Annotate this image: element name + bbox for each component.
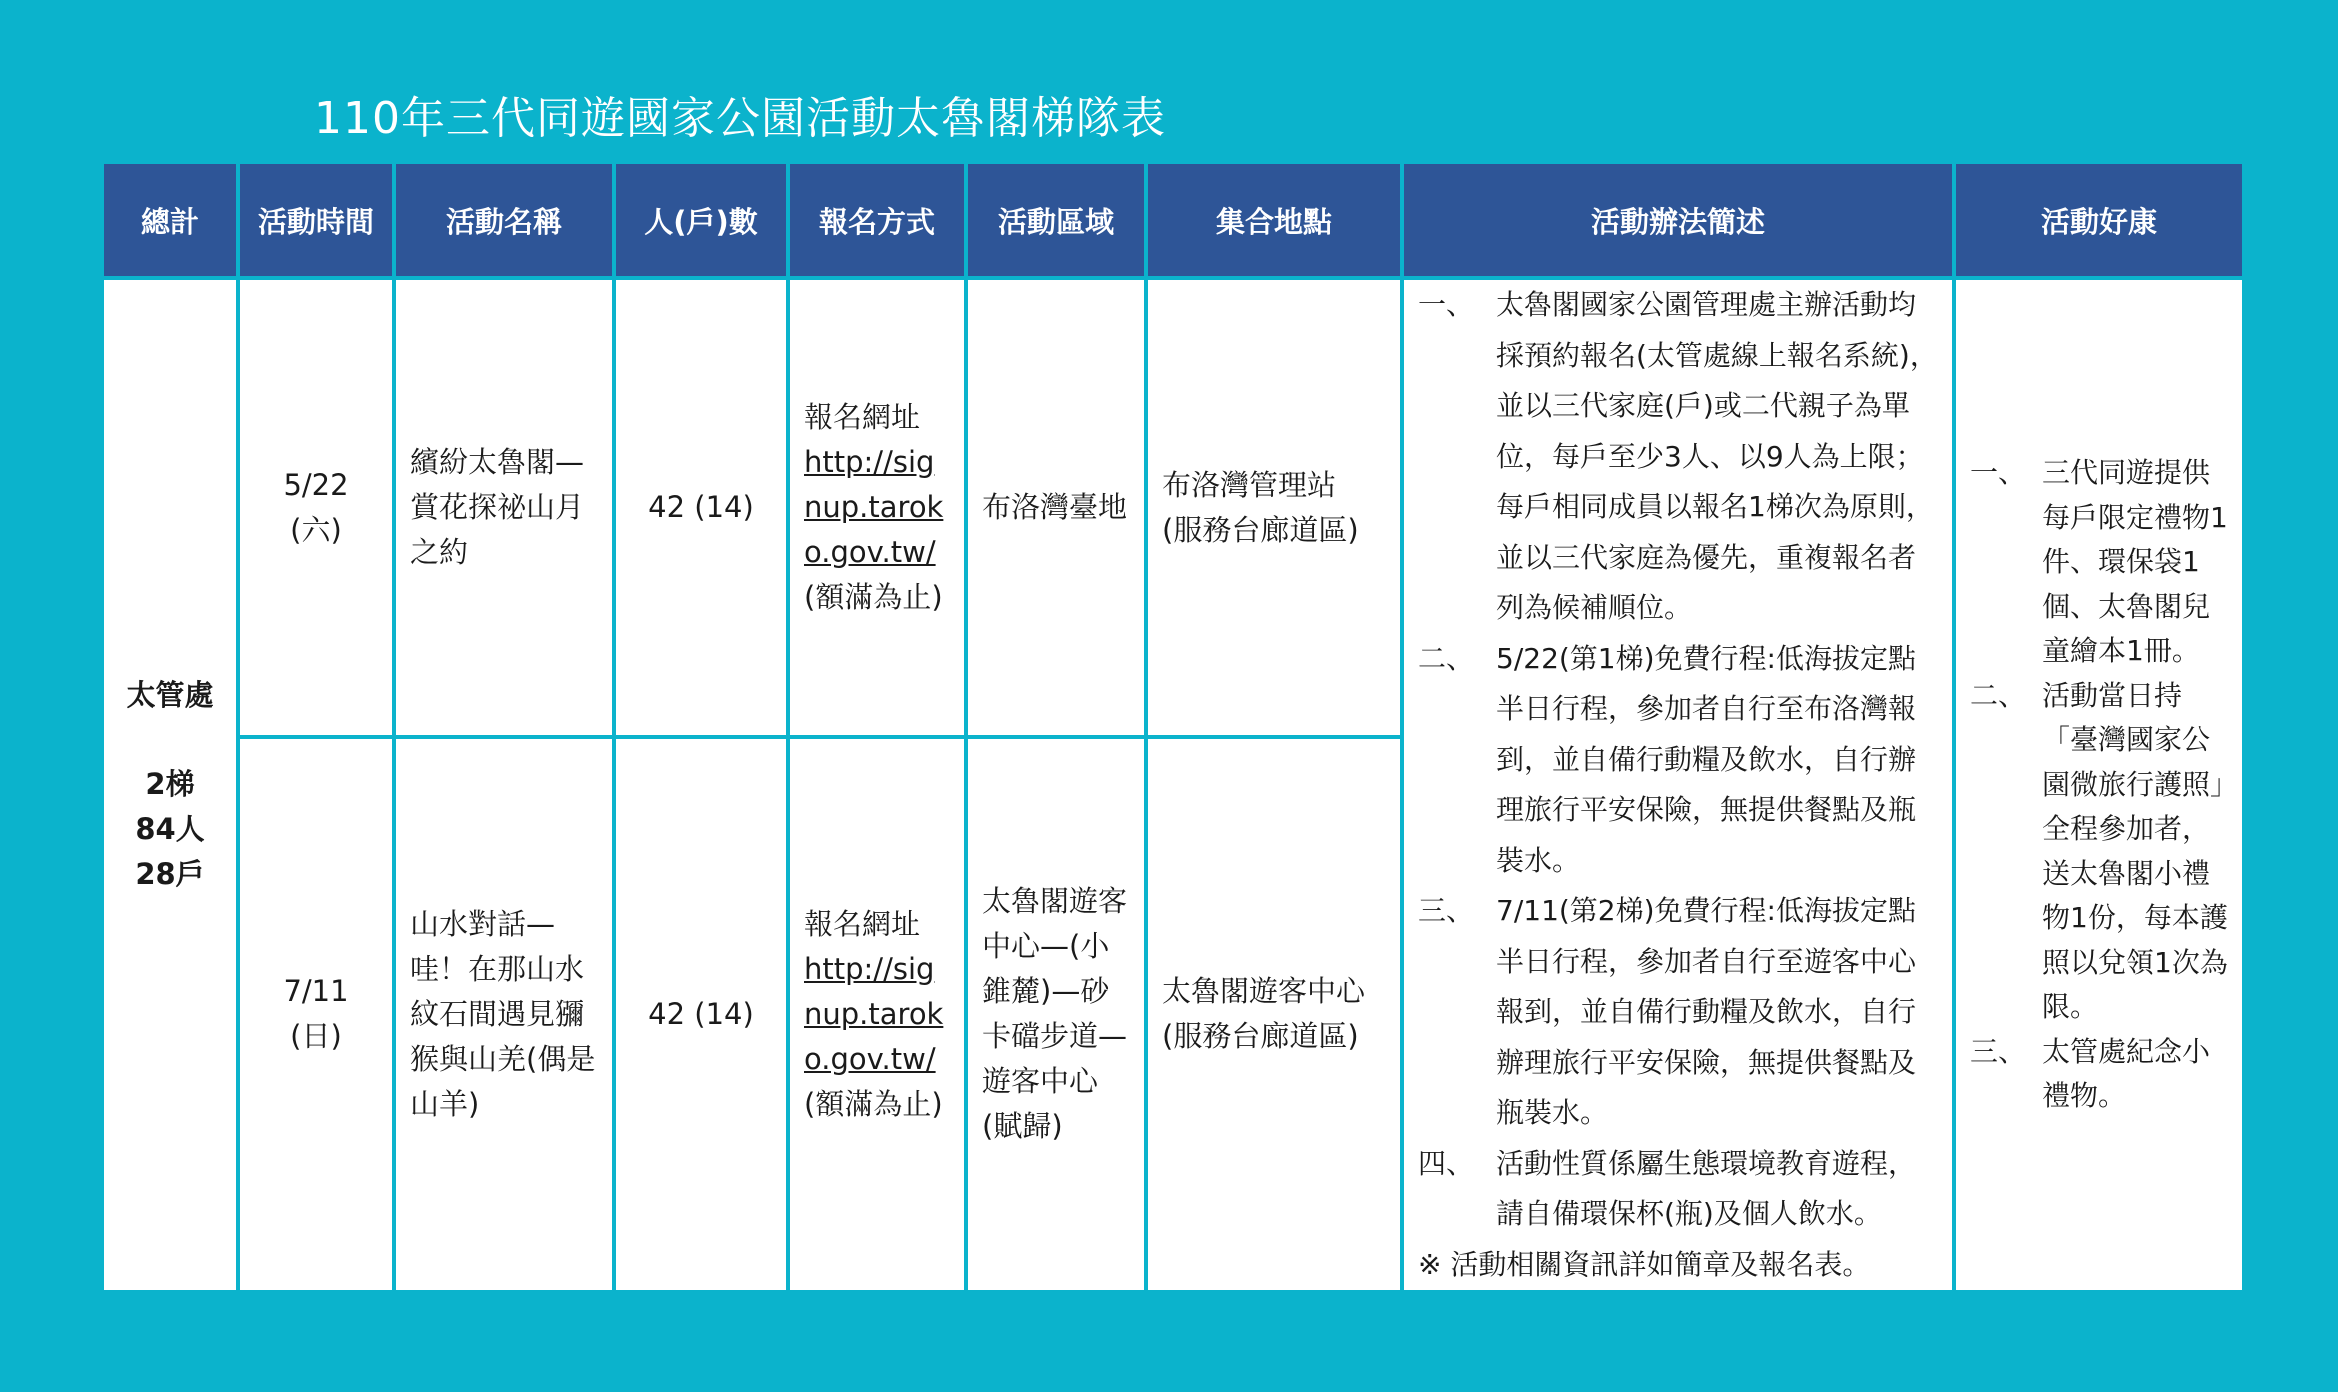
signup-link[interactable]: http://signup.taroko.gov.tw/	[804, 445, 944, 569]
schedule-table	[100, 160, 2246, 1294]
perk-number: 一、	[1970, 456, 2027, 489]
perk-text: 活動當日持「臺灣國家公園微旅行護照」全程參加者，送太魯閣小禮物1份，每本護照以兌領1次為限。	[2042, 678, 2228, 1023]
perk-item	[1970, 674, 2228, 1030]
header-perks: 活動好康	[1954, 162, 2244, 278]
perk-item	[1970, 1030, 2228, 1119]
rule-text: 5/22(第1梯)免費行程:低海拔定點半日行程，參加者自行至布洛灣報到，並自備行動糧及飲水，自行辦理旅行平安保險，無提供餐點及瓶裝水。	[1496, 641, 1917, 877]
rule-item	[1418, 886, 1938, 1139]
header-signup: 報名方式	[788, 162, 966, 278]
rule-number: 一、	[1418, 288, 1475, 321]
signup-link[interactable]: http://signup.taroko.gov.tw/	[804, 951, 944, 1076]
meet-detail: (服務台廊道區)	[1162, 512, 1359, 547]
rule-number: 三、	[1418, 894, 1475, 927]
row1-signup	[788, 278, 966, 737]
header-time: 活動時間	[238, 162, 394, 278]
row2-meet	[1146, 737, 1402, 1292]
row2-name: 山水對話—哇！在那山水紋石間遇見獼猴與山羌(偶是山羊)	[394, 737, 614, 1292]
signup-note: (額滿為止)	[804, 580, 943, 614]
meet-detail: (服務台廊道區)	[1162, 1019, 1359, 1054]
row2-date: 7/11 (日)	[238, 737, 394, 1292]
header-row	[102, 162, 2244, 278]
rules-cell	[1402, 278, 1954, 1292]
rule-item	[1418, 280, 1938, 634]
perk-item	[1970, 451, 2228, 674]
meet-place: 布洛灣管理站	[1162, 467, 1337, 502]
meet-place: 太魯閣遊客中心	[1162, 974, 1366, 1009]
header-count: 人(戶)數	[614, 162, 788, 278]
perk-number: 二、	[1970, 678, 2027, 712]
signup-label: 報名網址	[804, 400, 921, 434]
header-meet: 集合地點	[1146, 162, 1402, 278]
row1-meet	[1146, 278, 1402, 737]
row1-date: 5/22 (六)	[238, 278, 394, 737]
rule-item	[1418, 634, 1938, 887]
total-batches: 2梯	[145, 766, 195, 801]
perk-text: 三代同遊提供每戶限定禮物1件、環保袋1個、太魯閣兒童繪本1冊。	[2042, 456, 2228, 667]
perks-cell	[1954, 278, 2244, 1292]
total-agency: 太管處	[126, 677, 214, 712]
rule-text: 太魯閣國家公園管理處主辦活動均採預約報名(太管處線上報名系統)，並以三代家庭(戶)或二代親子為單位，每戶至少3人、以9人為上限；每戶相同成員以報名1梯次為原則，並以三代家庭為優先，重複報名者列為候補順位。	[1496, 288, 1938, 624]
row2-signup	[788, 737, 966, 1292]
header-area: 活動區域	[966, 162, 1146, 278]
table-row	[102, 278, 2244, 737]
rule-number: 二、	[1418, 641, 1475, 675]
header-rules: 活動辦法簡述	[1402, 162, 1954, 278]
row1-area: 布洛灣臺地	[966, 278, 1146, 737]
row2-count: 42 (14)	[614, 737, 788, 1292]
rule-item	[1418, 1139, 1938, 1240]
total-people: 84人	[135, 811, 205, 846]
total-households: 28戶	[135, 856, 205, 891]
rule-text: 7/11(第2梯)免費行程:低海拔定點半日行程，參加者自行至遊客中心報到，並自備行動糧及飲水，自行辦理旅行平安保險，無提供餐點及瓶裝水。	[1496, 894, 1917, 1129]
perk-text: 太管處紀念小禮物。	[2042, 1034, 2211, 1112]
page-title: 110年三代同遊國家公園活動太魯閣梯隊表	[314, 93, 1166, 144]
total-cell	[102, 278, 238, 1292]
rule-number: 四、	[1418, 1146, 1475, 1180]
row1-count: 42 (14)	[614, 278, 788, 737]
rule-text: 活動性質係屬生態環境教育遊程，請自備環保杯(瓶)及個人飲水。	[1496, 1146, 1917, 1230]
row2-area: 太魯閣遊客中心—(小錐麓)—砂卡礑步道—遊客中心(賦歸)	[966, 737, 1146, 1292]
signup-label: 報名網址	[804, 906, 921, 941]
signup-note: (額滿為止)	[804, 1086, 943, 1121]
row1-name: 繽紛太魯閣—賞花探祕山月之約	[394, 278, 614, 737]
rules-note: ※ 活動相關資訊詳如簡章及報名表。	[1418, 1247, 1871, 1281]
header-total: 總計	[102, 162, 238, 278]
perk-number: 三、	[1970, 1034, 2027, 1068]
header-name: 活動名稱	[394, 162, 614, 278]
